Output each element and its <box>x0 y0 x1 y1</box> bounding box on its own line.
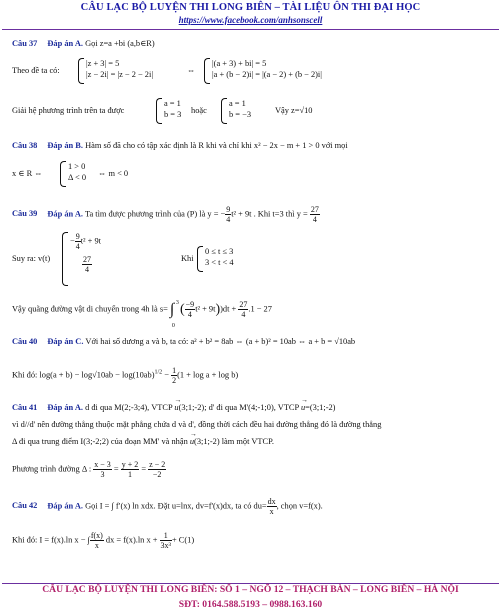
q38-sys-row1: 1 > 0 <box>68 162 86 171</box>
q41-line4: Phương trình đường Δ : $\frac{x - 3}{3}$ = $\frac{y + 2}{1}$ = $\frac{z - 2}{-2}$ <box>12 460 166 479</box>
q41-line3: Δ đi qua trung điểm I(3;-2;2) của đoạn MM' và nhận → u(3;1;-2) làm một VTCP. <box>12 436 274 447</box>
q41-line2: vì d//d' nên đường thẳng thuộc mặt phẳng chứa d và d', đồng thời cách đều hai đường thẳng đó là đường thẳng <box>12 420 382 429</box>
q40-label: Câu 40 <box>12 337 38 346</box>
q38-suffix: ⇔ m < 0 <box>98 169 129 178</box>
q39-text2: t² + 9t . Khi t=3 thì y = <box>231 209 308 219</box>
q40-text: Với hai số dương a và b, ta có: a² + b² = 8ab ⇔ (a + b)² = 10ab ⇔ a + b = √10ab <box>85 337 356 346</box>
q38-prefix: x ∈ R ⇔ <box>12 169 43 178</box>
q37-sys1-row1: |z + 3| = 5 <box>86 59 120 68</box>
q38-text: Hàm số đã cho có tập xác định là R khi và chỉ khi x² − 2x − m + 1 > 0 với mọi <box>85 141 348 150</box>
q38-label: Câu 38 <box>12 141 38 150</box>
q39-frac-y: $\frac{27}{4}$ <box>310 205 319 224</box>
footer-title: CÂU LẠC BỘ LUYỆN THI LONG BIÊN: SỐ 1 – NGÕ 12 – THẠCH BÀN – LONG BIÊN – HÀ NỘI <box>42 584 459 595</box>
q37-intro: Gọi z=a +bi (a,b∈R) <box>85 39 155 48</box>
vector-u-symbol: → u <box>174 402 178 413</box>
q42-label: Câu 42 <box>12 501 38 511</box>
q39-khi: Khi <box>181 254 194 263</box>
q37-solve-prefix: Giải hệ phương trình trên ta được <box>12 106 125 115</box>
q37-or: hoặc <box>191 106 207 115</box>
vector-u-symbol-3: → u <box>190 436 194 447</box>
q37-system1 <box>78 58 153 82</box>
q37-system2 <box>204 58 322 82</box>
q39-suyra: Suy ra: v(t) <box>12 254 51 263</box>
q37-conclusion: Vậy z=√10 <box>275 106 313 115</box>
q37-line1 <box>12 38 155 49</box>
q38-sys-row2: Δ < 0 <box>68 173 87 182</box>
q39-label: Câu 39 <box>12 209 38 219</box>
q39-range <box>197 246 234 270</box>
q40-line2: Khi đó: $\log(a + b) - \log√10ab - \log(10ab)^{1/2}$ − $\frac{1}{2}$ (1 + log a + log b) <box>12 366 239 385</box>
q42-answer: Đáp án A. <box>47 501 83 511</box>
q39-frac-coef: $\frac{9}{4}$ <box>226 205 231 224</box>
footer-phone: SĐT: 0164.588.5193 – 0988.163.160 <box>178 599 323 610</box>
q39-text1: Ta tìm được phương trình của (P) là y = − <box>84 209 226 219</box>
q42-line2: Khi đó: I = f(x).ln x − ∫ $\frac{f(x)}{x}$ dx = f(x).ln x + $\frac{1}{\text{3x³}}$ + C(1) <box>12 531 195 550</box>
q39-line1 <box>12 205 320 224</box>
q39-v-row1: − $\frac{9}{4}$ t² + 9t <box>70 232 101 251</box>
q41-label: Câu 41 <box>12 403 38 412</box>
q39-v-system <box>62 232 101 284</box>
q37-iff: ⇔ <box>187 66 196 75</box>
q37-sol1 <box>156 98 181 122</box>
header-rule <box>2 29 499 30</box>
q40-line1 <box>12 336 355 347</box>
q41-answer: Đáp án A. <box>47 403 83 412</box>
q37-sol2 <box>221 98 251 122</box>
q37-sol1-row1: a = 1 <box>164 99 181 108</box>
q41-line1: Câu 41 Đáp án A. d đi qua M(2;-3;4), VTCP → u(3;1;-2); d' đi qua M'(4;-1;0), VTCP → u=(3;1;-2) <box>12 402 335 413</box>
q37-sys2-row2: |a + (b − 2)i| = |(a − 2) + (b − 2)i| <box>212 70 322 79</box>
q37-sol2-row1: a = 1 <box>229 99 246 108</box>
q37-sys1-row2: |z − 2i| = |z − 2 − 2i| <box>86 70 153 79</box>
header-link[interactable]: https://www.facebook.com/anhsonscell <box>178 15 323 25</box>
q39-conclusion: Vậy quãng đường vật di chuyển trong 4h là s= ∫ 3 0 ( $\frac{-9}{4}$ t² + 9t))dt + $\frac{27}{4}$ .1 − 27 <box>12 300 272 329</box>
q37-sol2-row2: b = −3 <box>229 110 252 119</box>
q38-system <box>60 161 86 185</box>
q42-line1: Câu 42 Đáp án A. Gọi I = ∫ f′(x) ln xdx. Đặt u=lnx, dv=f'(x)dx, ta có du= $\frac{dx}{x}$ , chọn v=f(x). <box>12 497 323 516</box>
q39-answer: Đáp án A. <box>47 209 83 219</box>
q39-range-row1: 0 ≤ t ≤ 3 <box>205 247 234 256</box>
vector-u-symbol-2: → u <box>301 402 305 413</box>
q38-answer: Đáp án B. <box>47 141 83 150</box>
q37-prefix: Theo đề ta có: <box>12 66 60 75</box>
header-title: CÂU LẠC BỘ LUYỆN THI LONG BIÊN – TÀI LIỆU ÔN THI ĐẠI HỌC <box>80 2 421 13</box>
q39-v-row2: $\frac{27}{4}$ <box>83 255 91 274</box>
q40-answer: Đáp án C. <box>47 337 84 346</box>
q37-sol1-row2: b = 3 <box>164 110 182 119</box>
q37-label: Câu 37 <box>12 39 38 48</box>
q38-line1 <box>12 140 348 151</box>
q37-sys2-row1: |(a + 3) + bi| = 5 <box>212 59 267 68</box>
q39-range-row2: 3 < t < 4 <box>205 258 234 267</box>
q37-answer: Đáp án A. <box>47 39 83 48</box>
